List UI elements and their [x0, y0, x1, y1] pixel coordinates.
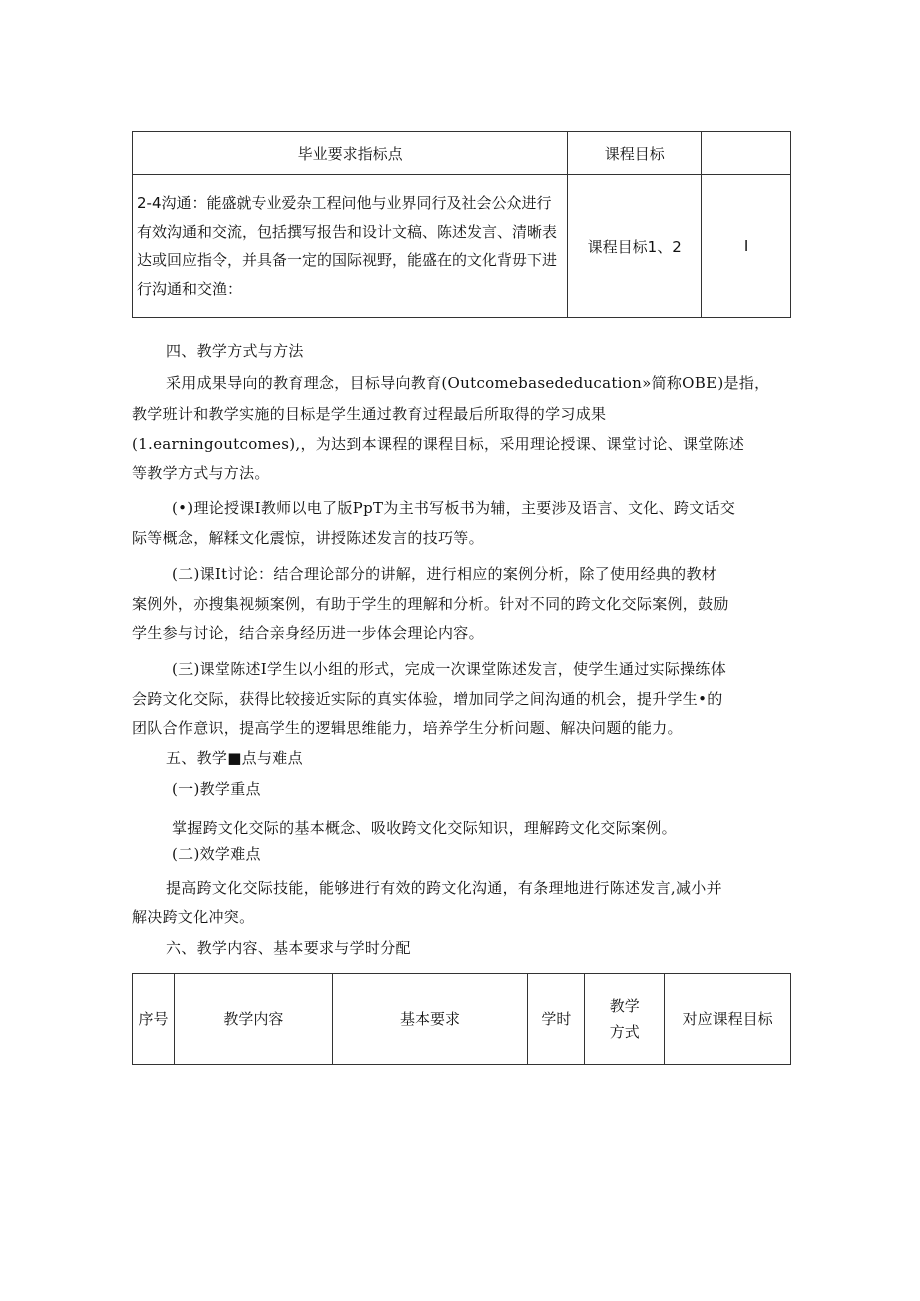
header-index: 序号	[133, 974, 175, 1065]
header-requirement: 毕业要求指标点	[133, 132, 568, 175]
p3-line3: 学生参与讨论，结合亲身经历进一步体会理论内容。	[132, 624, 484, 642]
p3-line2: 案例外，亦搜集视频案例，有助于学生的理解和分析。针对不同的跨文化交际案例，鼓励	[132, 595, 729, 613]
support-mark-cell: I	[702, 175, 791, 318]
section4-title: 四、教学方式与方法	[166, 342, 304, 360]
section6-title: 六、教学内容、基本要求与学时分配	[166, 939, 411, 957]
p4-line1: (三)课堂陈述I学生以小组的形式，完成一次课堂陈述发言，使学生通过实际操练体	[172, 660, 727, 678]
requirement-line: 2-4沟通：能盛就专业爱杂工程问他与业界同行及社会公众进行	[137, 194, 552, 212]
p3-line1: (二)课It讨论：结合理论部分的讲解，进行相应的案例分析，除了使用经典的教材	[172, 565, 718, 583]
table1-header-row	[133, 132, 791, 175]
header-teaching-method	[585, 974, 665, 1065]
header-course-goal: 对应课程目标	[665, 974, 791, 1065]
key-points-title: (一)教学重点	[172, 780, 261, 798]
p2-line1: (•)理论授课I教师以电了版PpT为主书写板书为辅，主要涉及语言、文化、跨文话交	[172, 499, 736, 517]
requirement-line: 有效沟通和交流，包括撰写报告和设计文稿、陈述发言、清晰表	[137, 222, 558, 241]
p4-line2: 会跨文化交际，获得比较接近实际的真实体验，增加同学之间沟通的机会，提升学生•的	[132, 690, 723, 708]
requirement-cell	[133, 175, 568, 318]
course-goal-cell: 课程目标1、2	[568, 175, 702, 318]
table1-row	[133, 175, 791, 318]
p1-line4: 等教学方式与方法。	[132, 464, 270, 482]
p1-line3: (1.earningoutcomes),，为达到本课程的课程目标，采用理论授课、课堂讨论、课堂陈述	[132, 435, 745, 453]
header-teaching-method-line2: 方式	[609, 1023, 640, 1041]
p1-line1: 采用成果导向的教育理念，目标导向教育(Outcomebasededucation»简称OBE)是指，	[166, 374, 770, 392]
difficulties-line2: 解决跨文化冲突。	[132, 908, 255, 926]
difficulties-line1: 提高跨文化交际技能，能够进行有效的跨文化沟通，有条理地进行陈述发言,减小并	[166, 879, 722, 897]
header-hours: 学时	[528, 974, 585, 1065]
requirement-line: 达或回应指令，并具备一定的国际视野，能盛在的文化背毋下进	[137, 251, 558, 269]
header-teaching-method-line1: 教学	[609, 997, 640, 1015]
key-points-text: 掌握跨文化交际的基本概念、吸收跨文化交际知识，理解跨文化交际案例。	[172, 819, 677, 837]
header-course-goal: 课程目标	[568, 132, 702, 175]
section5-title: 五、教学■点与难点	[166, 749, 303, 767]
p2-line2: 际等概念，解糅文化震惊，讲授陈述发言的技巧等。	[132, 529, 484, 547]
header-teaching-content: 教学内容	[174, 974, 332, 1065]
teaching-content-table	[132, 973, 791, 1065]
header-empty	[702, 132, 791, 175]
p4-line3: 团队合作意识，提高学生的逻辑思维能力，培养学生分析问题、解决问题的能力。	[132, 719, 683, 737]
header-basic-requirements: 基本要求	[332, 974, 528, 1065]
p1-line2: 教学班计和教学实施的目标是学生通过教育过程最后所取得的学习成果	[132, 405, 607, 423]
requirement-line: 行沟通和交渔：	[137, 279, 243, 298]
graduation-requirements-table	[132, 131, 791, 318]
table2-header-row	[133, 974, 791, 1065]
difficulties-title: (二)效学难点	[172, 845, 261, 863]
